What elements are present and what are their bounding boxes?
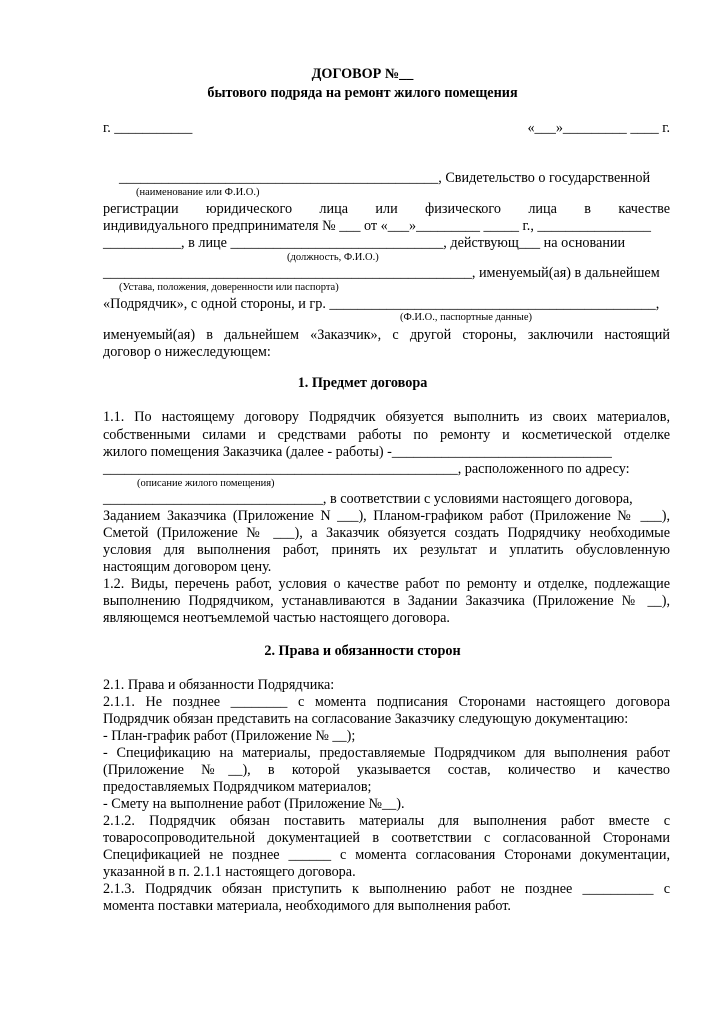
paragraph-line: условия для выполнения работ, принять их результат и уплатить обусловленную	[103, 542, 670, 558]
preamble-line: ____________________________________________________, именуемый(ая) в дальнейшем	[103, 265, 660, 281]
preamble-line: договор о нижеследующем:	[103, 344, 271, 360]
field-note: (Устава, положения, доверенности или паспорта)	[119, 282, 339, 293]
paragraph-line: 2.1. Права и обязанности Подрядчика:	[103, 677, 335, 693]
paragraph-line: _______________________________, в соответствии с условиями настоящего договора,	[103, 491, 633, 507]
section-heading: 1. Предмет договора	[297, 375, 428, 391]
preamble-line: именуемый(ая) в дальнейшем «Заказчик», с другой стороны, заключили настоящий	[103, 327, 670, 343]
paragraph-line: указанной в п. 2.1.1 настоящего договора.	[103, 864, 356, 880]
date-line: «___»_________ ____ г.	[527, 120, 670, 136]
paragraph-line: 2.1.1. Не позднее ________ с момента подписания Сторонами настоящего договора	[103, 694, 670, 710]
preamble-line: индивидуального предпринимателя № ___ от «___»_________ _____ г., ________________	[103, 218, 651, 234]
paragraph-line: 1.2. Виды, перечень работ, условия о качестве работ по ремонту и отделке, подлежащие	[103, 576, 670, 592]
city-line: г. ___________	[103, 120, 193, 136]
paragraph-line: - План-график работ (Приложение № __);	[103, 728, 356, 744]
preamble-line: _____________________________________________, Свидетельство о государственной	[119, 170, 651, 186]
paragraph-line: жилого помещения Заказчика (далее - работы) -_______________________________	[103, 444, 612, 460]
preamble-line: «Подрядчик», с одной стороны, и гр. ______________________________________________,	[103, 296, 660, 312]
paragraph-line: 2.1.3. Подрядчик обязан приступить к выполнению работ не позднее __________ с	[103, 881, 670, 897]
paragraph-line: Заданием Заказчика (Приложение N ___), Планом-графиком работ (Приложение № ___),	[103, 508, 670, 524]
field-note: (должность, Ф.И.О.)	[287, 252, 379, 263]
paragraph-line: товаросопроводительной документацией в соответствии с согласованной Сторонами	[103, 830, 670, 846]
paragraph-line: 1.1. По настоящему договору Подрядчик обязуется выполнить из своих материалов,	[103, 409, 670, 425]
paragraph-line: - Спецификацию на материалы, предоставляемые Подрядчиком для выполнения работ	[103, 745, 670, 761]
contract-subtitle: бытового подряда на ремонт жилого помещения	[207, 85, 518, 101]
paragraph-line: __________________________________________________, расположенного по адресу:	[103, 461, 630, 477]
paragraph-line: 2.1.2. Подрядчик обязан поставить материалы для выполнения работ вместе с	[103, 813, 670, 829]
paragraph-line: предоставляемых Подрядчиком материалов;	[103, 779, 372, 795]
paragraph-line: Подрядчик обязан представить на согласование Заказчику следующую документацию:	[103, 711, 629, 727]
paragraph-line: момента поставки материала, необходимого для выполнения работ.	[103, 898, 511, 914]
field-note: (Ф.И.О., паспортные данные)	[400, 312, 533, 323]
paragraph-line: (Приложение №__), в которой указывается состав, количество и качество	[103, 762, 670, 778]
field-note: (описание жилого помещения)	[137, 478, 275, 489]
section-heading: 2. Права и обязанности сторон	[264, 643, 461, 659]
paragraph-line: настоящим договором цену.	[103, 559, 272, 575]
paragraph-line: - Смету на выполнение работ (Приложение №__).	[103, 796, 405, 812]
paragraph-line: Спецификацией не позднее ______ с момента согласования Сторонами документации,	[103, 847, 670, 863]
paragraph-line: Сметой (Приложение № ___), а Заказчик обязуется создать Подрядчику необходимые	[103, 525, 670, 541]
paragraph-line: выполнению Подрядчиком, устанавливаются в Задании Заказчика (Приложение № __),	[103, 593, 670, 609]
preamble-line: ___________, в лице ______________________________, действующ___ на основании	[103, 235, 626, 251]
preamble-line: регистрации юридического лица или физического лица в качестве	[103, 201, 670, 217]
contract-title: ДОГОВОР №__	[311, 66, 414, 82]
field-note: (наименование или Ф.И.О.)	[136, 187, 260, 198]
paragraph-line: собственными силами и средствами работы по ремонту и косметической отделке	[103, 427, 670, 443]
paragraph-line: являющемся неотъемлемой частью настоящего договора.	[103, 610, 450, 626]
